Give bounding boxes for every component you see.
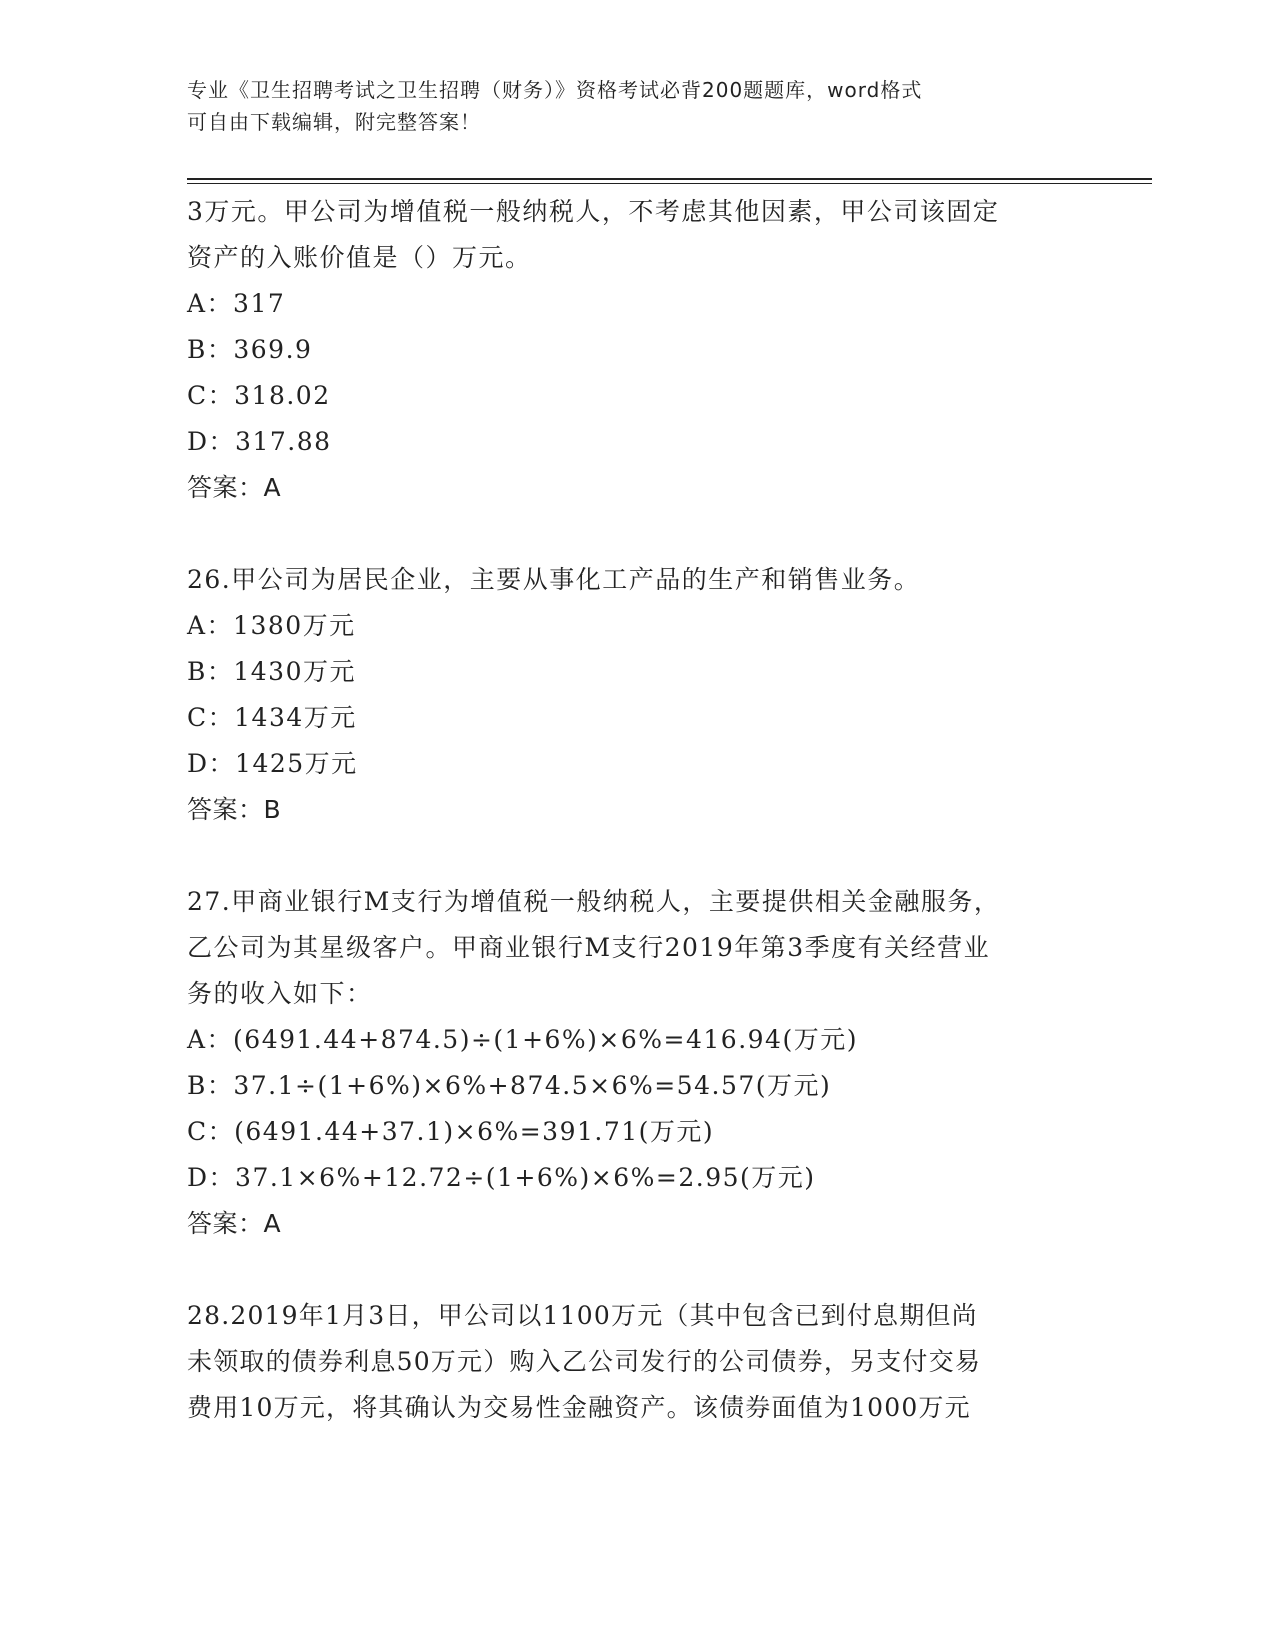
question-26 xyxy=(187,557,1087,833)
option-c: C：(6491.44+37.1)×6%=391.71(万元) xyxy=(187,1117,715,1146)
option-c: C：1434万元 xyxy=(187,703,357,732)
spacer xyxy=(187,1247,1087,1293)
spacer xyxy=(187,833,1087,879)
question-text-line: 未领取的债券利息50万元）购入乙公司发行的公司债券，另支付交易 xyxy=(187,1347,982,1376)
option-b: B：37.1÷(1+6%)×6%+874.5×6%=54.57(万元) xyxy=(187,1071,832,1100)
question-27 xyxy=(187,879,1087,1247)
question-text-line: 费用10万元，将其确认为交易性金融资产。该债券面值为1000万元 xyxy=(187,1393,971,1422)
answer-line: 答案：B xyxy=(187,795,282,824)
answer-line: 答案：A xyxy=(187,473,282,502)
header-title-line-2: 可自由下载编辑，附完整答案！ xyxy=(187,110,481,134)
option-a: A：1380万元 xyxy=(187,611,356,640)
document-body xyxy=(187,189,1087,1431)
document-header xyxy=(187,74,1087,138)
option-b: B：1430万元 xyxy=(187,657,356,686)
header-title-line-1: 专业《卫生招聘考试之卫生招聘（财务）》资格考试必背200题题库，word格式 xyxy=(187,78,923,102)
question-text-line: 乙公司为其星级客户。甲商业银行M支行2019年第3季度有关经营业 xyxy=(187,933,991,962)
header-divider-thin xyxy=(187,183,1152,184)
option-d: D：317.88 xyxy=(187,427,332,456)
question-text-line: 资产的入账价值是（）万元。 xyxy=(187,243,532,272)
answer-line: 答案：A xyxy=(187,1209,282,1238)
question-text-line: 3万元。甲公司为增值税一般纳税人，不考虑其他因素，甲公司该固定 xyxy=(187,197,1000,226)
header-divider-thick xyxy=(187,178,1152,180)
option-a: A：317 xyxy=(187,289,286,318)
spacer xyxy=(187,511,1087,557)
option-a: A：(6491.44+874.5)÷(1+6%)×6%=416.94(万元) xyxy=(187,1025,858,1054)
question-28-text xyxy=(187,1293,1087,1431)
question-25-text xyxy=(187,189,1087,281)
question-text-line: 务的收入如下： xyxy=(187,979,373,1008)
question-25 xyxy=(187,189,1087,511)
question-text-line: 28.2019年1月3日，甲公司以1100万元（其中包含已到付息期但尚 xyxy=(187,1301,978,1330)
question-26-text xyxy=(187,557,1087,603)
option-c: C：318.02 xyxy=(187,381,331,410)
option-d: D：37.1×6%+12.72÷(1+6%)×6%=2.95(万元) xyxy=(187,1163,816,1192)
question-text-line: 26.甲公司为居民企业，主要从事化工产品的生产和销售业务。 xyxy=(187,565,921,594)
option-b: B：369.9 xyxy=(187,335,313,364)
question-28 xyxy=(187,1293,1087,1431)
question-text-line: 27.甲商业银行M支行为增值税一般纳税人，主要提供相关金融服务， xyxy=(187,887,1001,916)
option-d: D：1425万元 xyxy=(187,749,358,778)
question-27-text xyxy=(187,879,1087,1017)
